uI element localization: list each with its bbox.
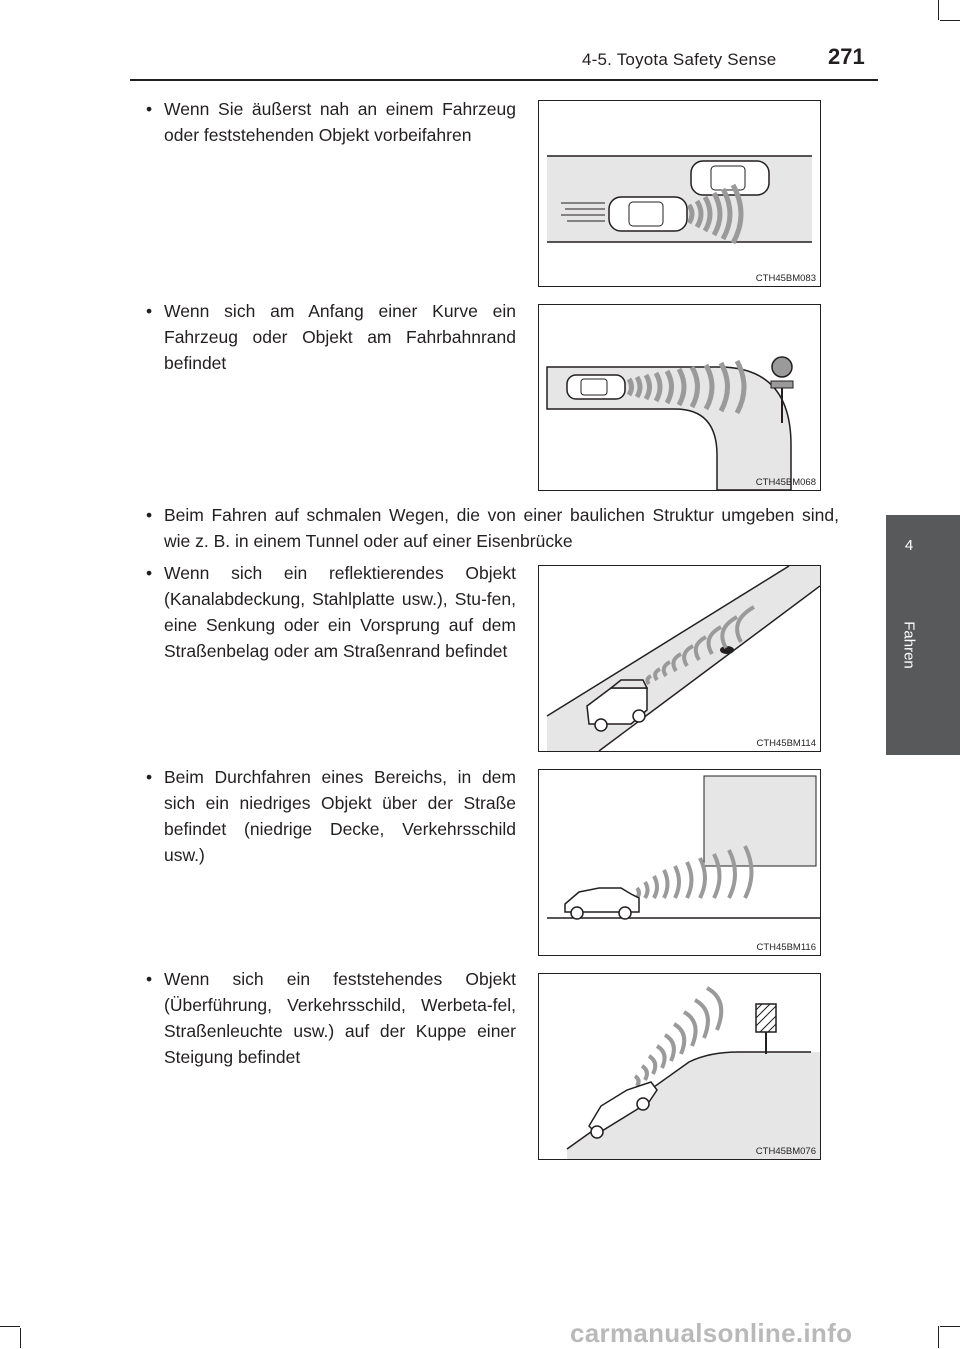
slope-crest-illustration <box>539 974 820 1159</box>
crop-mark <box>0 1326 20 1327</box>
bullet-text: Beim Fahren auf schmalen Wegen, die von einer baulichen Struktur umgeben sind, wie z. B. in einem Tunnel oder auf einer Eisenbrücke <box>164 505 839 551</box>
figure-slope-crest <box>538 973 821 1160</box>
page-number: 271 <box>828 44 865 69</box>
bullet-text: Wenn Sie äußerst nah an einem Fahrzeug oder feststehenden Objekt vorbeifahren <box>164 99 516 145</box>
bullet-symbol: • <box>146 99 153 119</box>
chapter-tab <box>886 515 960 755</box>
bullet-text: Wenn sich am Anfang einer Kurve ein Fahrzeug oder Objekt am Fahrbahnrand befindet <box>164 301 516 373</box>
bullet-symbol: • <box>146 969 153 989</box>
figure-code: CTH45BM116 <box>756 942 816 953</box>
crop-mark <box>938 0 939 20</box>
bullet-symbol: • <box>146 563 153 583</box>
bullet-item-2 <box>146 298 516 376</box>
header-rule <box>130 79 878 81</box>
close-passing-illustration <box>539 101 820 286</box>
crop-mark <box>940 1326 960 1327</box>
figure-low-ceiling <box>538 769 821 956</box>
bullet-symbol: • <box>146 505 153 525</box>
bullet-item-4 <box>146 560 516 664</box>
bullet-symbol: • <box>146 301 153 321</box>
bullet-item-3 <box>146 502 839 554</box>
low-ceiling-illustration <box>539 770 820 955</box>
chapter-number: 4 <box>904 537 914 554</box>
bullet-text: Wenn sich ein feststehendes Objekt (Überführung, Verkehrsschild, Werbeta-fel, Straßenleuchte usw.) auf der Kuppe einer Steigung befindet <box>164 969 516 1067</box>
crop-mark <box>938 1326 939 1348</box>
figure-code: CTH45BM068 <box>755 477 816 488</box>
figure-close-passing <box>538 100 821 287</box>
figure-code: CTH45BM083 <box>755 273 816 284</box>
watermark: carmanualsonline.info <box>570 1318 853 1348</box>
figure-reflective-object <box>538 565 821 752</box>
reflective-object-illustration <box>539 566 820 751</box>
bullet-item-6 <box>146 966 516 1070</box>
curve-illustration <box>539 305 820 490</box>
bullet-text: Beim Durchfahren eines Bereichs, in dem sich ein niedriges Objekt über der Straße befindet (niedrige Decke, Verkehrsschild usw.) <box>164 767 516 865</box>
bullet-text: Wenn sich ein reflektierendes Objekt (Kanalabdeckung, Stahlplatte usw.), Stu-fen, eine Senkung oder ein Vorsprung auf dem Straßenbelag oder am Straßenrand befindet <box>164 563 516 661</box>
figure-code: CTH45BM114 <box>756 738 816 749</box>
bullet-item-5 <box>146 764 516 868</box>
figure-code: CTH45BM076 <box>755 1146 816 1157</box>
chapter-title-wrap <box>894 610 924 680</box>
figure-curve <box>538 304 821 491</box>
bullet-item-1 <box>146 96 516 148</box>
crop-mark <box>20 1328 21 1348</box>
crop-mark <box>940 20 960 21</box>
bullet-symbol: • <box>146 767 153 787</box>
chapter-title: Fahren <box>900 621 918 669</box>
section-title: 4-5. Toyota Safety Sense <box>582 50 777 69</box>
